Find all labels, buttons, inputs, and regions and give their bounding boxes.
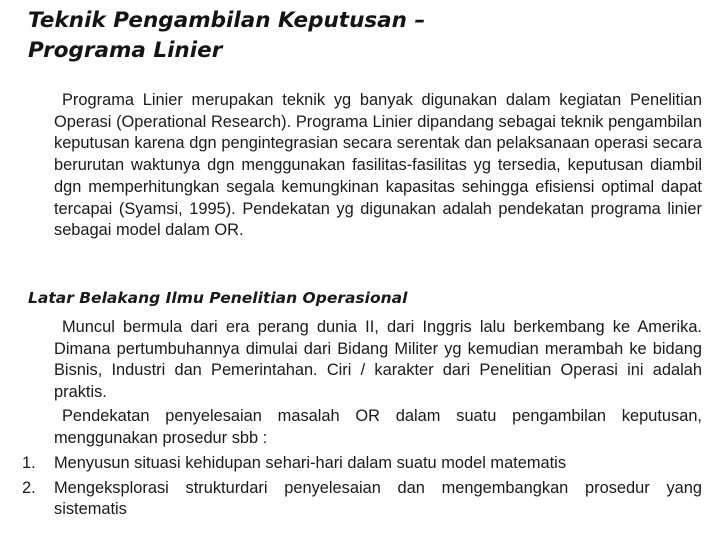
procedure-step — [22, 453, 702, 475]
section-heading: Latar Belakang Ilmu Penelitian Operasional — [28, 289, 408, 307]
procedure-list — [22, 453, 702, 524]
procedure-step-text: Menyusun situasi kehidupan sehari-hari dalam suatu model matematis — [54, 454, 567, 472]
intro-paragraph-text: Programa Linier merupakan teknik yg banyak digunakan dalam kegiatan Penelitian Operasi (Operational Research). Programa Linier dipandang sebagai teknik pengambilan keputusan karena dgn pengintegrasian secara serentak dan pelaksanaan operasi secara berurutan waktunya dgn menggunakan fasilitas-fasilitas yg tersedia, keputusan diambil dgn memperhitungkan segala kemungkinan kapasitas sehingga efisiensi optimal dapat tercapai (Syamsi, 1995). Pendekatan yg digunakan adalah pendekatan programa linier sebagai model dalam OR. — [54, 91, 702, 240]
procedure-step-number: 1. — [22, 454, 36, 472]
procedure-step-text: Mengeksplorasi strukturdari penyelesaian dan mengembangkan prosedur yang sistematis — [54, 478, 702, 519]
section-paragraph-2-text: Pendekatan penyelesaian masalah OR dalam suatu pengambilan keputusan, menggunakan prosedur sbb : — [54, 407, 702, 447]
slide-title-line-1: Teknik Pengambilan Keputusan – — [28, 8, 426, 33]
slide-title-line-2: Programa Linier — [28, 38, 223, 63]
section-paragraph-1 — [54, 317, 702, 404]
procedure-step-number: 2. — [22, 478, 36, 497]
section-paragraph-1-text: Muncul bermula dari era perang dunia II, dari Inggris lalu berkembang ke Amerika. Dimana pertumbuhannya dimulai dari Bidang Militer yg kemudian merambah ke bidang Bisnis, Industri dan Pemerintahan. Ciri / karakter dari Penelitian Operasi ini adalah praktis. — [54, 318, 702, 402]
procedure-step — [22, 478, 702, 521]
intro-paragraph — [54, 90, 702, 242]
section-paragraph-2 — [54, 406, 702, 449]
slide-title — [28, 6, 425, 66]
